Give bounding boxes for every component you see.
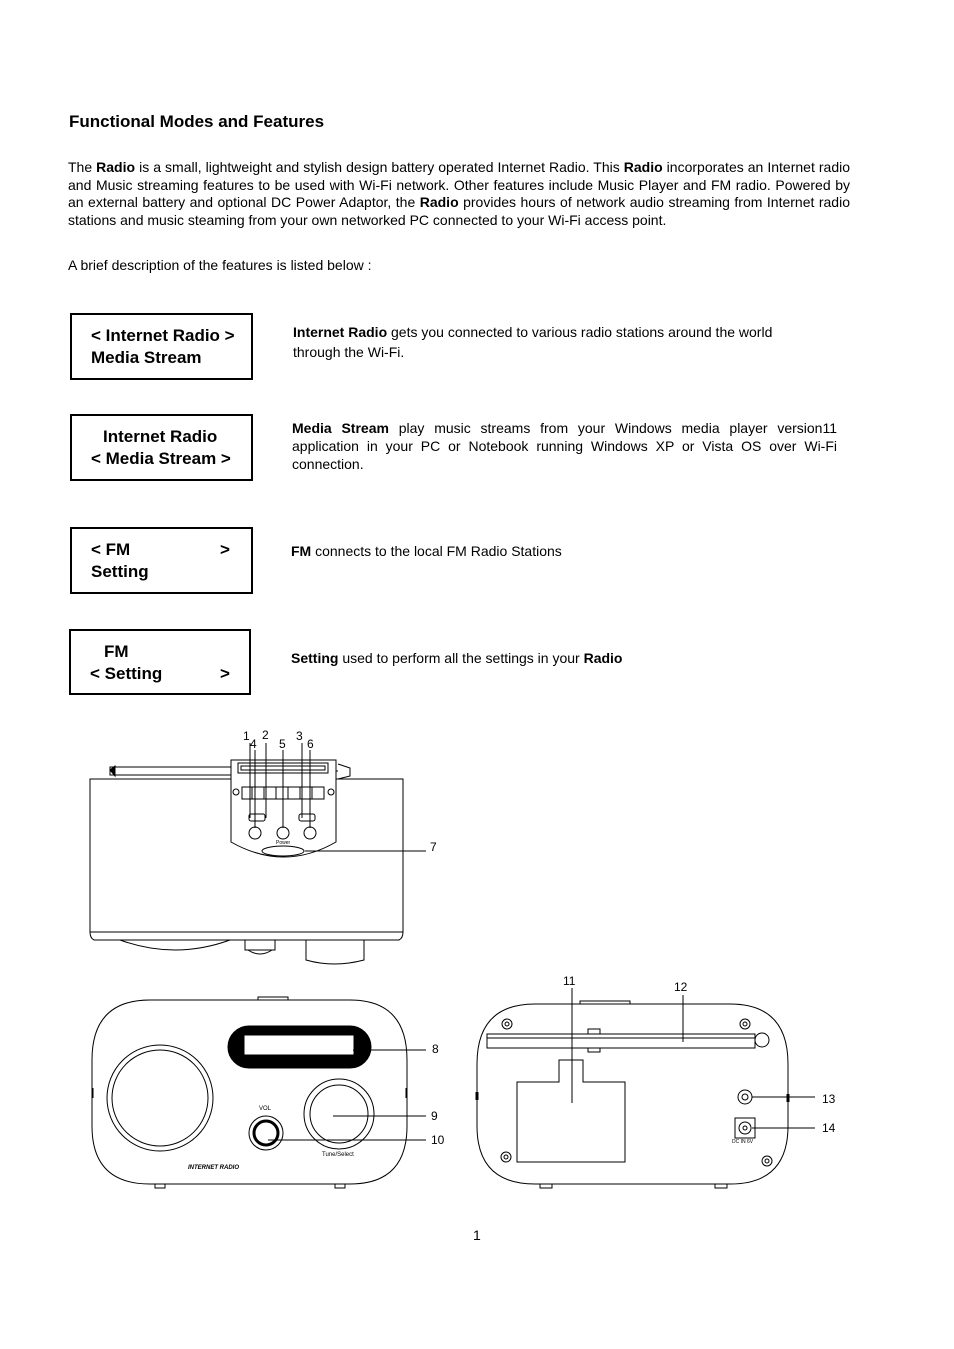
callout-1: 1 (243, 729, 250, 743)
mode-desc-media-stream: Media Stream play music streams from your Windows media player version11 application in your PC or Notebook running Windows XP or Vista OS over Wi-Fi connection. (292, 420, 837, 472)
page-number: 1 (473, 1227, 481, 1243)
callout-12: 12 (674, 980, 688, 994)
callout-9: 9 (431, 1109, 438, 1123)
callout-8: 8 (432, 1042, 439, 1056)
mode-box-line1: FM (104, 642, 129, 661)
brand-label: INTERNET RADIO (188, 1165, 239, 1171)
mode-box-line1: Internet Radio (103, 427, 218, 446)
vol-label: VOL (259, 1106, 272, 1112)
mode-box-line2: Setting (91, 562, 149, 581)
mode-box-line2: < Media Stream > (91, 449, 231, 468)
callout-7: 7 (430, 840, 437, 854)
mode-desc-fm: FM connects to the local FM Radio Stations (291, 543, 562, 559)
brief-description: A brief description of the features is listed below : (68, 257, 372, 273)
mode-desc-internet-radio: Internet Radio gets you connected to various radio stations around the world through the Wi-Fi. (293, 324, 773, 360)
callout-14: 14 (822, 1121, 836, 1135)
callout-4: 4 (250, 737, 257, 751)
callout-2: 2 (262, 728, 269, 742)
page-title: Functional Modes and Features (69, 112, 325, 131)
mode-box-line2: Media Stream (91, 348, 202, 367)
callout-11: 11 (563, 974, 576, 988)
mode-box-line2-right: > (220, 664, 230, 683)
mode-box-line2-left: < Setting (90, 664, 163, 683)
top-view-diagram (90, 743, 426, 964)
mode-box-line1-left: < FM (91, 540, 131, 559)
tune-select-label: Tune/Select (322, 1152, 354, 1158)
callout-3: 3 (296, 729, 303, 743)
callout-5: 5 (279, 737, 286, 751)
mode-box-line1: < Internet Radio > (91, 326, 235, 345)
power-label: Power (276, 840, 291, 846)
back-view-diagram (477, 988, 815, 1188)
dc-in-label: DC IN 6V (732, 1139, 754, 1145)
mode-desc-setting: Setting used to perform all the settings in your Radio (291, 650, 623, 666)
front-view-diagram (92, 997, 426, 1188)
callout-6: 6 (307, 737, 314, 751)
intro-paragraph: The Radio is a small, lightweight and stylish design battery operated Internet Radio. This Radio incorporates an Internet radio and Music streaming features to be used with Wi-Fi network. Other features include Music Player and FM radio. Powered by an external battery and optional DC Power Adaptor, the Radio provides hours of network audio streaming from Internet radio stations and music steaming from your own networked PC connected to your Wi-Fi access point. (68, 159, 850, 228)
mode-box-line1-right: > (220, 540, 230, 559)
callout-13: 13 (822, 1092, 836, 1106)
callout-10: 10 (431, 1133, 445, 1147)
